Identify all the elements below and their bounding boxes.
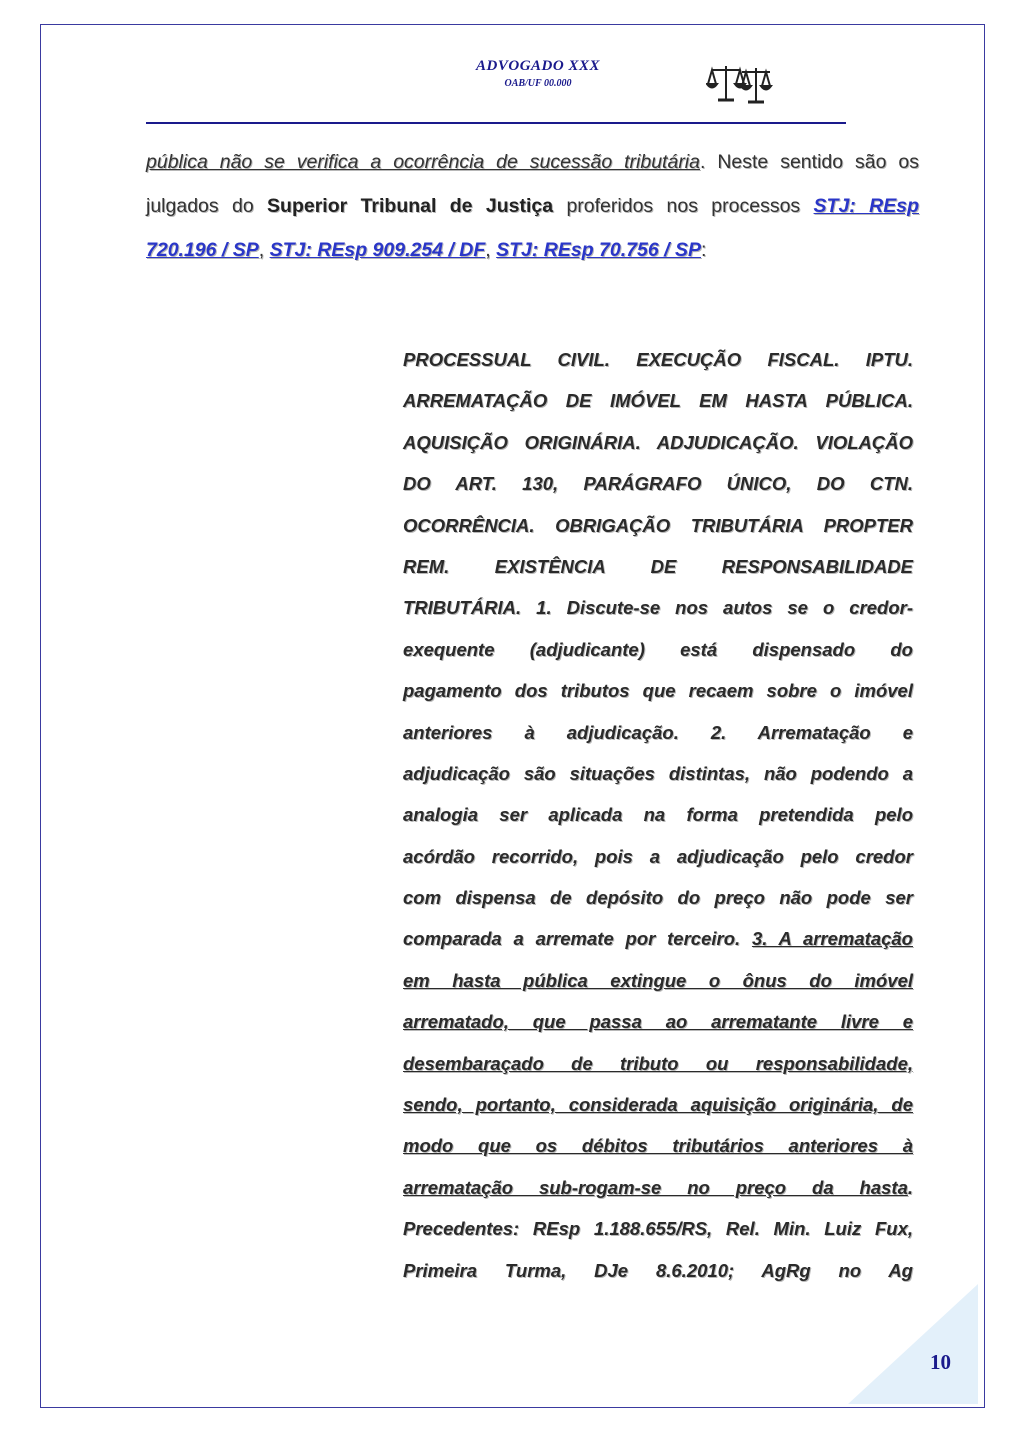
scales-of-justice-icon	[706, 58, 778, 108]
intro-paragraph	[146, 140, 919, 272]
page-corner-decoration	[848, 1284, 978, 1404]
separator: ,	[258, 239, 270, 261]
case-link-resp-70756[interactable]: STJ: REsp 70.756 / SP	[496, 239, 701, 261]
intro-text: proferidos nos processos	[553, 195, 814, 217]
italic-underlined-phrase: pública não se verifica a ocorrência de sucessão tributária	[146, 151, 700, 173]
intro-line	[146, 228, 919, 272]
intro-text: julgados do	[146, 195, 268, 217]
underlined-excerpt: 3. A arrematação	[751, 928, 913, 950]
quote-text: comparada a arremate por terceiro.	[403, 928, 752, 950]
quote-line: acórdão recorrido, pois a adjudicação pelo credor	[403, 845, 913, 867]
quote-line: PROCESSUAL CIVIL. EXECUÇÃO FISCAL. IPTU.	[403, 349, 913, 370]
intro-line	[146, 140, 919, 184]
quote-line: AQUISIÇÃO ORIGINÁRIA. ADJUDICAÇÃO. VIOLAÇÃO	[403, 431, 913, 453]
quote-line: DO ART. 130, PARÁGRAFO ÚNICO, DO CTN.	[403, 473, 913, 495]
quote-line	[403, 918, 913, 959]
oab-registration: OAB/UF 00.000	[504, 78, 572, 89]
underlined-quote-line: modo que os débitos tributários anteriores à	[403, 1135, 913, 1157]
quote-line: exequente (adjudicante) está dispensado do	[403, 638, 913, 660]
quote-line: OCORRÊNCIA. OBRIGAÇÃO TRIBUTÁRIA PROPTER	[403, 514, 913, 536]
quote-line: Precedentes: REsp 1.188.655/RS, Rel. Min. Luiz Fux,	[403, 1218, 913, 1240]
quote-line: Primeira Turma, DJe 8.6.2010; AgRg no Ag	[403, 1259, 913, 1281]
quote-line: anteriores à adjudicação. 2. Arrematação e	[403, 721, 913, 743]
jurisprudence-quote	[403, 339, 913, 1291]
lawyer-name: ADVOGADO XXX	[476, 58, 600, 74]
intro-text: . Neste sentido são os	[699, 151, 919, 173]
header-divider	[146, 122, 846, 124]
underlined-quote-line: em hasta pública extingue o ônus do imóvel	[403, 969, 913, 991]
quote-line: ARREMATAÇÃO DE IMÓVEL EM HASTA PÚBLICA.	[403, 390, 913, 412]
intro-line	[146, 184, 919, 228]
underlined-quote-line: sendo, portanto, considerada aquisição originária, de	[403, 1094, 913, 1116]
underlined-quote-line: arrematado, que passa ao arrematante livre e	[403, 1011, 913, 1033]
underlined-excerpt: arrematação sub-rogam-se no preço da hasta	[403, 1176, 908, 1198]
case-link-resp-909254[interactable]: STJ: REsp 909.254 / DF	[269, 239, 486, 261]
quote-line: pagamento dos tributos que recaem sobre o imóvel	[403, 680, 913, 702]
court-name: Superior Tribunal de Justiça	[267, 195, 554, 217]
period: .	[907, 1176, 913, 1198]
case-link-resp-720196[interactable]: 720.196 / SP	[146, 239, 259, 261]
quote-line: TRIBUTÁRIA. 1. Discute-se nos autos se o credor-	[403, 597, 913, 619]
colon: :	[700, 239, 707, 261]
quote-line: analogia ser aplicada na forma pretendida pelo	[403, 804, 913, 826]
quote-line: com dispensa de depósito do preço não pode ser	[403, 887, 913, 909]
quote-line: adjudicação são situações distintas, não podendo a	[403, 762, 913, 784]
separator: ,	[485, 239, 497, 261]
quote-line	[403, 1167, 913, 1208]
quote-line: REM. EXISTÊNCIA DE RESPONSABILIDADE	[403, 555, 913, 577]
page-number: 10	[930, 1350, 951, 1374]
underlined-quote-line: desembaraçado de tributo ou responsabilidade,	[403, 1052, 913, 1074]
case-link-resp-720196[interactable]: STJ: REsp	[813, 195, 920, 217]
